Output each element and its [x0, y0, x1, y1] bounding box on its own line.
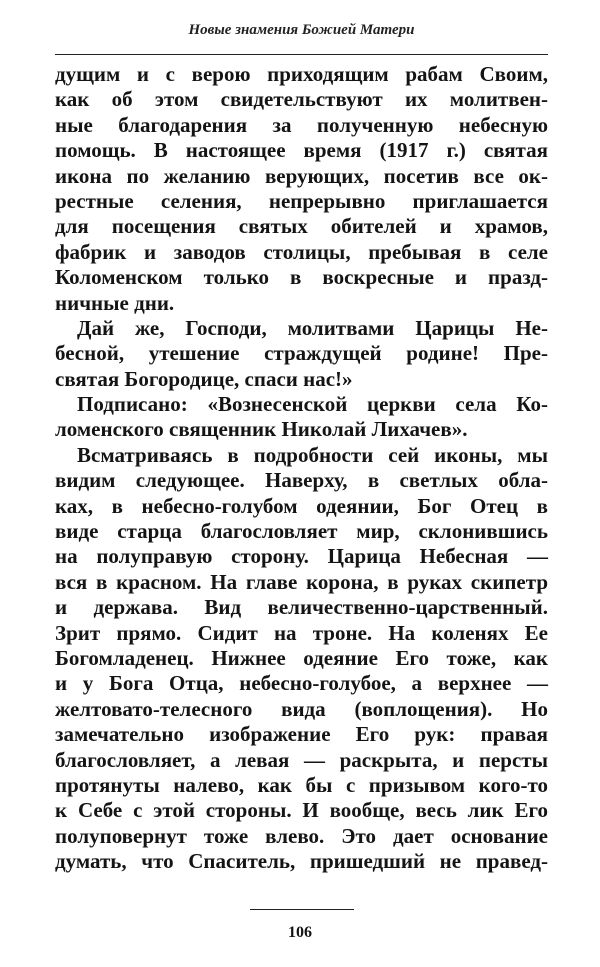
text-line: виде старца благословляет мир, склонившись	[55, 519, 548, 544]
running-header: Новые знамения Божией Матери	[188, 22, 415, 38]
text-line: ломенского священник Николай Лихачев».	[55, 417, 468, 442]
page-number: 106	[288, 924, 312, 941]
paragraph	[55, 443, 548, 875]
text-line: на полуправую сторону. Царица Небесная —	[55, 544, 548, 569]
text-line: вся в красном. На главе корона, в руках скипетр	[55, 569, 548, 594]
text-line: желтовато-телесного вида (воплощения). Но	[55, 696, 548, 721]
text-line: и у Бога Отца, небесно-голубое, а верхнее —	[55, 671, 548, 696]
paragraph	[55, 392, 548, 443]
text-line: святая Богородице, спаси нас!»	[55, 366, 353, 391]
text-line: бесной, утешение страждущей родине! Пре-	[55, 341, 548, 366]
text-line: ничные дни.	[55, 290, 175, 315]
footer-rule	[250, 909, 354, 910]
page-body-text	[55, 62, 548, 875]
text-line: рестные селения, непрерывно приглашается	[55, 188, 548, 213]
text-line: Коломенском только в воскресные и празд-	[55, 265, 548, 290]
text-line: и держава. Вид величественно-царственный.	[55, 595, 548, 620]
text-line: как об этом свидетельствуют их молитвен-	[55, 87, 548, 112]
paragraph	[55, 62, 548, 316]
text-line: думать, что Спаситель, пришедший не правед-	[55, 849, 548, 874]
header-rule	[55, 54, 548, 55]
text-line: ках, в небесно-голубом одеянии, Бог Отец в	[55, 493, 548, 518]
text-line: Дай же, Господи, молитвами Царицы Не-	[77, 315, 548, 340]
text-line: ные благодарения за полученную небесную	[55, 112, 548, 137]
text-line: Зрит прямо. Сидит на троне. На коленях Ее	[55, 620, 548, 645]
text-line: фабрик и заводов столицы, пребывая в селе	[55, 239, 548, 264]
text-line: Богомладенец. Нижнее одеяние Его тоже, как	[55, 645, 548, 670]
text-line: дущим и с верою приходящим рабам Своим,	[55, 62, 548, 86]
text-line: к Себе с этой стороны. И вообще, весь лик Его	[55, 798, 548, 823]
text-line: Всматриваясь в подробности сей иконы, мы	[77, 442, 548, 467]
text-line: Подписано: «Вознесенской церкви села Ко-	[77, 392, 548, 417]
paragraph	[55, 316, 548, 392]
text-line: полуповернут тоже влево. Это дает основание	[55, 823, 548, 848]
text-line: для посещения святых обителей и храмов,	[55, 214, 548, 239]
text-line: протянуты налево, как бы с призывом кого-то	[55, 772, 548, 797]
text-line: благословляет, а левая — раскрыта, и персты	[55, 747, 548, 772]
text-line: икона по желанию верующих, посетив все ок-	[55, 163, 548, 188]
text-line: помощь. В настоящее время (1917 г.) святая	[55, 138, 548, 163]
text-line: видим следующее. Наверху, в светлых обла-	[55, 468, 548, 493]
text-line: замечательно изображение Его рук: правая	[55, 722, 548, 747]
